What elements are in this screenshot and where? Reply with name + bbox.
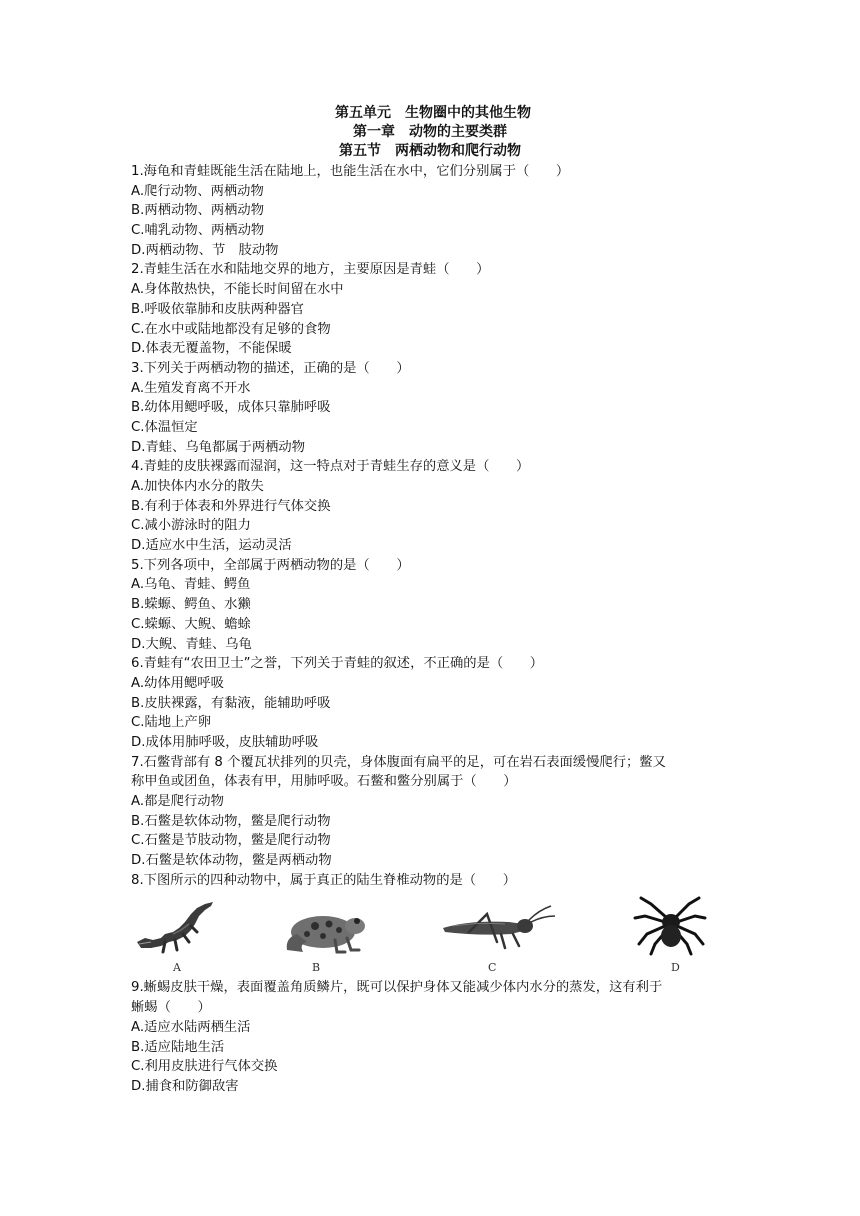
question-5-option-a: A.乌龟、青蛙、鳄鱼 [131, 577, 251, 593]
question-3-option-a: A.生殖发育离不开水 [131, 380, 251, 396]
question-8-figure [131, 894, 735, 977]
grasshopper-icon [439, 902, 559, 952]
figure-label-c: C [488, 961, 497, 975]
question-2-option-a: A.身体散热快，不能长时间留在水中 [131, 282, 344, 298]
question-9-option-c: C.利用皮肤进行气体交换 [131, 1059, 278, 1075]
question-3-option-c: C.体温恒定 [131, 419, 198, 435]
question-6-option-c: C.陆地上产卵 [131, 715, 211, 731]
figure-label-d: D [671, 961, 680, 975]
question-2-option-c: C.在水中或陆地都没有足够的食物 [131, 321, 331, 337]
question-5-option-d: D.大鲵、青蛙、乌龟 [131, 636, 252, 652]
question-5-option-c: C.蝾螈、大鲵、蟾蜍 [131, 616, 251, 632]
frog-icon [277, 904, 367, 956]
question-7-option-d: D.石鳖是软体动物，鳖是两栖动物 [131, 853, 332, 869]
question-list [131, 162, 735, 1097]
question-7-stem-line-1: 7.石鳖背部有 8 个覆瓦状排列的贝壳，身体腹面有扁平的足，可在岩石表面缓慢爬行；鳖又 [131, 754, 666, 770]
question-6-option-d: D.成体用肺呼吸，皮肤辅助呼吸 [131, 734, 319, 750]
question-8-stem: 8.下图所示的四种动物中，属于真正的陆生脊椎动物的是（ ） [131, 872, 516, 888]
question-6-option-a: A.幼体用鳃呼吸 [131, 675, 224, 691]
question-5-option-b: B.蝾螈、鳄鱼、水獭 [131, 597, 251, 613]
question-4-stem: 4.青蛙的皮肤裸露而湿润，这一特点对于青蛙生存的意义是（ ） [131, 459, 530, 475]
question-7-option-a: A.都是爬行动物 [131, 794, 224, 809]
question-9-stem-line-2: 蜥蜴（ ） [131, 1000, 211, 1016]
question-9-option-b: B.适应陆地生活 [131, 1039, 225, 1055]
heading-block [0, 104, 860, 161]
question-3-option-b: B.幼体用鳃呼吸，成体只靠肺呼吸 [131, 400, 331, 416]
question-4-option-b: B.有利于体表和外界进行气体交换 [131, 498, 331, 514]
question-1-option-a: A.爬行动物、两栖动物 [131, 183, 264, 199]
crocodile-icon [135, 898, 217, 954]
question-9-option-a: A.适应水陆两栖生活 [131, 1019, 251, 1035]
spider-icon [633, 894, 709, 956]
question-3-option-d: D.青蛙、乌龟都属于两栖动物 [131, 439, 306, 455]
question-9-stem-line-1: 9.蜥蜴皮肤干燥，表面覆盖角质鳞片，既可以保护身体又能减少体内水分的蒸发，这有利于 [131, 980, 663, 996]
question-4-option-a: A.加快体内水分的散失 [131, 479, 264, 494]
question-1-option-d: D.两栖动物、节 肢动物 [131, 242, 279, 258]
question-3-stem: 3.下列关于两栖动物的描述，正确的是（ ） [131, 360, 410, 376]
figure-label-a: A [173, 961, 181, 975]
question-1-option-b: B.两栖动物、两栖动物 [131, 203, 265, 219]
question-9-option-d: D.捕食和防御敌害 [131, 1078, 239, 1094]
question-1-option-c: C.哺乳动物、两栖动物 [131, 223, 265, 239]
question-1-stem: 1.海龟和青蛙既能生活在陆地上，也能生活在水中，它们分别属于（ ） [131, 164, 570, 179]
question-6-option-b: B.皮肤裸露，有黏液，能辅助呼吸 [131, 695, 331, 711]
question-4-option-d: D.适应水中生活，运动灵活 [131, 538, 292, 554]
question-2-option-b: B.呼吸依靠肺和皮肤两种器官 [131, 301, 304, 317]
section-title: 第五节 两栖动物和爬行动物 [339, 143, 521, 159]
question-2-option-d: D.体表无覆盖物，不能保暖 [131, 341, 292, 357]
figure-label-b: B [312, 961, 321, 975]
question-6-stem: 6.青蛙有“农田卫士”之誉，下列关于青蛙的叙述，不正确的是（ ） [131, 656, 544, 672]
question-5-stem: 5.下列各项中，全部属于两栖动物的是（ ） [131, 557, 410, 573]
question-7-option-c: C.石鳖是节肢动物，鳖是爬行动物 [131, 833, 331, 849]
question-4-option-c: C.减小游泳时的阻力 [131, 518, 251, 534]
question-7-option-b: B.石鳖是软体动物，鳖是爬行动物 [131, 813, 331, 829]
question-7-stem-line-2: 称甲鱼或团鱼，体表有甲，用肺呼吸。石鳖和鳖分别属于（ ） [131, 774, 517, 790]
question-2-stem: 2.青蛙生活在水和陆地交界的地方，主要原因是青蛙（ ） [131, 262, 490, 278]
chapter-title: 第一章 动物的主要类群 [353, 124, 507, 140]
unit-title: 第五单元 生物圈中的其他生物 [335, 105, 531, 121]
